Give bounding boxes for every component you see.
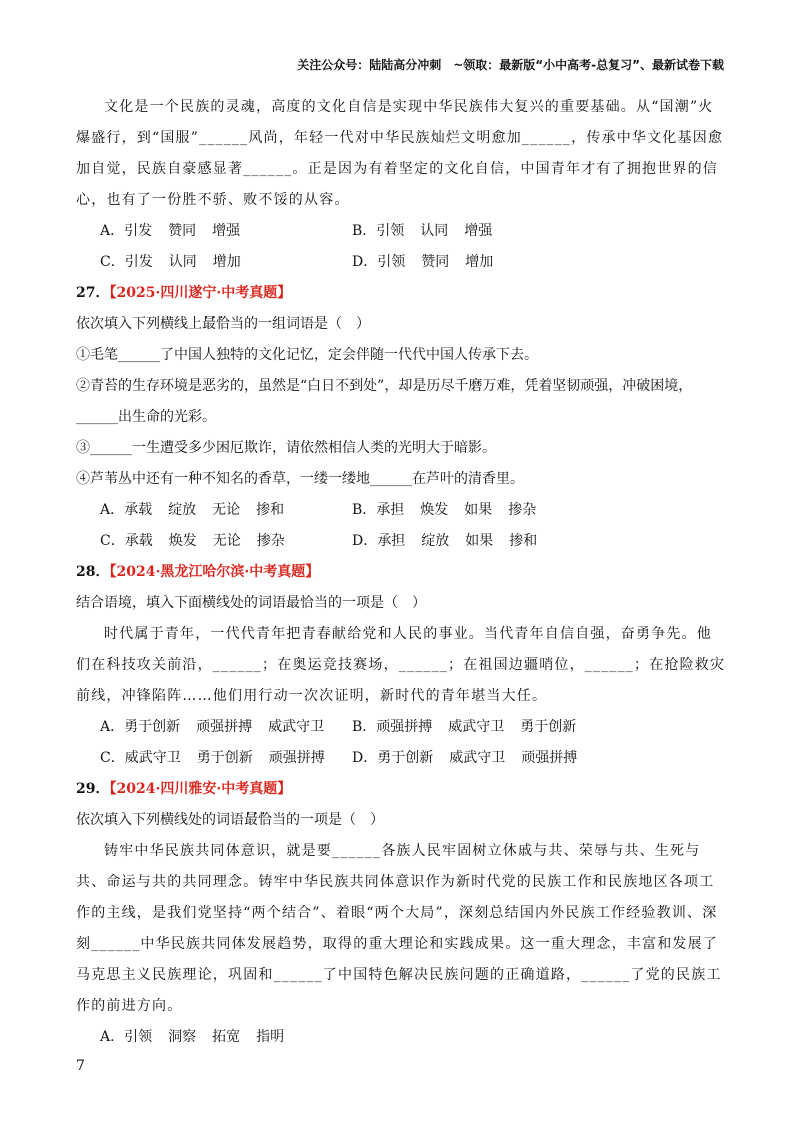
question-28-stem: 结合语境，填入下面横线处的词语最恰当的一项是（ ） [76, 595, 426, 611]
option-b: B．顽强拼搏 威武守卫 勇于创新 [352, 719, 577, 735]
source-tag: 【2025·四川遂宁·中考真题】 [109, 285, 292, 301]
options-26-row2 [76, 247, 726, 278]
question-28-header: 28．【2024·黑龙江哈尔滨·中考真题】 [76, 564, 320, 580]
option-d: D．引领 赞同 增加 [352, 254, 494, 270]
question-27-item: ③______一生遭受多少困厄欺诈，请依然相信人类的光明大于暗影。 [76, 440, 496, 456]
options-28-row2 [76, 743, 726, 774]
page-header: 关注公众号：陆陆高分冲刺 ~领取：最新版“小中高考-总复习”、最新试卷下载 [297, 58, 724, 72]
question-27-item: ②青苔的生存环境是恶劣的，虽然是“白日不到处”，却是历尽千磨万难，凭着坚韧顽强，冲破困境， [76, 378, 693, 394]
option-c: C．威武守卫 勇于创新 顽强拼搏 [100, 750, 325, 766]
options-27 [76, 495, 726, 526]
option-a: A．引发 赞同 增强 [100, 223, 241, 239]
question-27-stem: 依次填入下列横线上• • • 最恰当的一组词语是（ ） [76, 309, 726, 340]
page-content [76, 92, 726, 1053]
question-29-header: 29．【2024·四川雅安·中考真题】 [76, 781, 292, 797]
option-c: C．承载 焕发 无论 掺杂 [100, 533, 285, 549]
option-a: A．勇于创新 顽强拼搏 威武守卫 [100, 719, 325, 735]
option-a: A．引领 洞察 拓宽 指明 [100, 1029, 285, 1045]
question-27-item: ①毛笔______了中国人独特的文化记忆，定会伴随一代代中国人传承下去。 [76, 347, 538, 363]
page-number: 7 [76, 1058, 85, 1074]
options-29 [76, 1022, 726, 1053]
emphasis-dots: • • • 最恰当 [244, 812, 286, 828]
option-c: C．引发 认同 增加 [100, 254, 241, 270]
emphasis-dots: • • • 最恰当 [202, 316, 244, 332]
question-27-header: 27．【2025·四川遂宁·中考真题】 [76, 285, 292, 301]
options-27-row2 [76, 526, 726, 557]
option-b: B．承担 焕发 如果 掺杂 [352, 502, 537, 518]
source-tag: 【2024·黑龙江哈尔滨·中考真题】 [109, 564, 320, 580]
options-26 [76, 216, 726, 247]
option-b: B．引领 认同 增强 [352, 223, 493, 239]
passage-28: 时代属于青年，一代代青年把青春献给党和人民的事业。当代青年自信自强，奋勇争先。他们在科技攻关前沿，______；在奥运竞技赛场，______；在祖国边疆哨位，______；在抢险救灾前线，冲锋陷阵……他们用行动一次次证明，新时代的青年堪当大任。 [76, 626, 726, 704]
question-27-item: ______出生命的光彩。 [76, 409, 216, 425]
question-29-stem: 依次填入下列横线处的词语• • • 最恰当的一项是（ ） [76, 805, 726, 836]
question-27-item: ④芦苇丛中还有一种不知名的香草，一缕一缕地______在芦叶的清香里。 [76, 471, 524, 487]
passage-29: 铸牢中华民族共同体意识，就是要______各族人民牢固树立休戚与共、荣辱与共、生死与共、命运与共的共同理念。铸牢中华民族共同体意识作为新时代党的民族工作和民族地区各项工作的主线，是我们党坚持“两个结合”、着眼“两个大局”，深刻总结国内外民族工作经验教训、深刻______中华民族共同体发展趋势，取得的重大理论和实践成果。这一重大理念，丰富和发展了马克思主义民族理论，巩固和______了中国特色解决民族问题的正确道路，______了党的民族工作的前进方向。 [76, 843, 722, 1014]
passage-26: 文化是一个民族的灵魂，高度的文化自信是实现中华民族伟大复兴的重要基础。从“国潮”火爆盛行，到“国服”______风尚，年轻一代对中华民族灿烂文明愈加______，传承中华文化基因愈加自觉，民族自豪感显著______。正是因为有着坚定的文化自信，中国青年才有了拥抱世界的信心，也有了一份胜不骄、败不馁的从容。 [76, 99, 724, 208]
options-28 [76, 712, 726, 743]
option-d: D．勇于创新 威武守卫 顽强拼搏 [352, 750, 578, 766]
source-tag: 【2024·四川雅安·中考真题】 [109, 781, 292, 797]
option-d: D．承担 绽放 如果 掺和 [352, 533, 538, 549]
option-a: A．承载 绽放 无论 掺和 [100, 502, 285, 518]
